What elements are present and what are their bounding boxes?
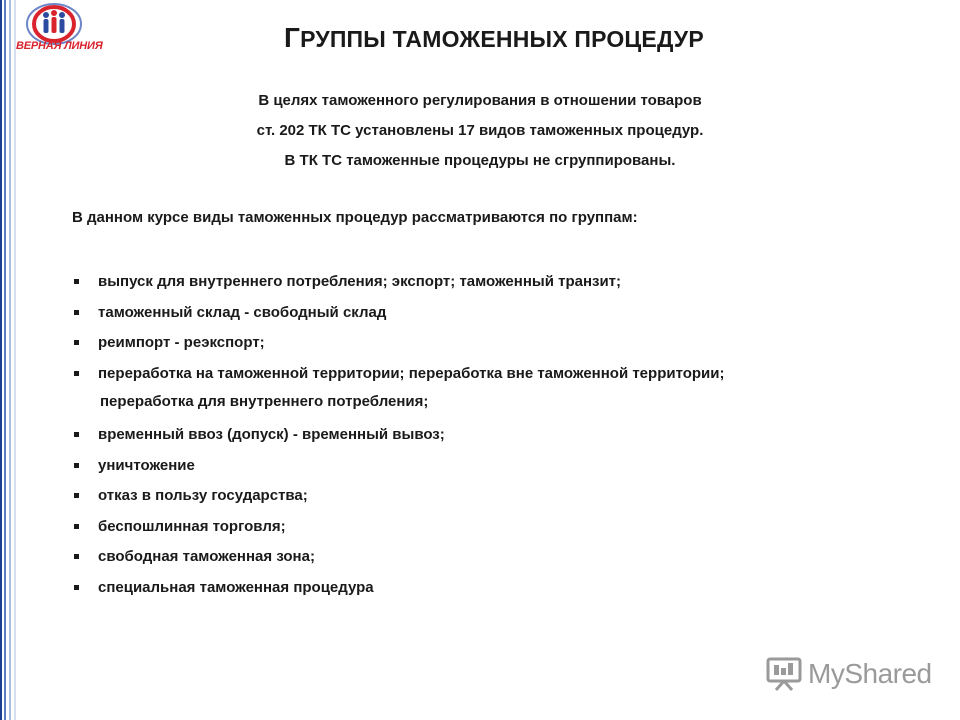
list-item: реимпорт - реэкспорт; bbox=[72, 328, 892, 359]
bullet-icon bbox=[74, 463, 79, 468]
list-item: специальная таможенная процедура bbox=[72, 573, 892, 604]
intro-line: ст. 202 ТК ТС установлены 17 видов таможенных процедур. bbox=[256, 122, 704, 139]
procedure-groups-list bbox=[72, 267, 892, 604]
list-item: таможенный склад - свободный склад bbox=[72, 298, 892, 329]
title-first-letter: Г bbox=[284, 22, 301, 53]
bullet-icon bbox=[74, 340, 79, 345]
list-item: временный ввоз (допуск) - временный вывоз; bbox=[72, 420, 892, 451]
bullet-icon bbox=[74, 493, 79, 498]
bullet-icon bbox=[74, 279, 79, 284]
list-item: свободная таможенная зона; bbox=[72, 542, 892, 573]
list-item: переработка на таможенной территории; переработка вне таможенной территории; bbox=[72, 359, 892, 390]
list-item: отказ в пользу государства; bbox=[72, 481, 892, 512]
bullet-icon bbox=[74, 310, 79, 315]
list-item: уничтожение bbox=[72, 451, 892, 482]
bullet-icon bbox=[74, 371, 79, 376]
title-rest: РУППЫ ТАМОЖЕННЫХ ПРОЦЕДУР bbox=[300, 26, 704, 52]
list-item: беспошлинная торговля; bbox=[72, 512, 892, 543]
watermark-text: MyShared bbox=[808, 658, 932, 689]
page-title bbox=[284, 22, 704, 54]
intro-paragraph bbox=[150, 86, 810, 176]
list-item: выпуск для внутреннего потребления; экспорт; таможенный транзит; bbox=[72, 267, 892, 298]
bullet-icon bbox=[74, 554, 79, 559]
list-item-continuation: переработка для внутреннего потребления; bbox=[100, 393, 429, 410]
slide-left-stripe bbox=[0, 0, 24, 720]
intro-line: В целях таможенного регулирования в отношении товаров bbox=[258, 92, 702, 109]
bullet-icon bbox=[74, 524, 79, 529]
watermark bbox=[766, 654, 932, 694]
bullet-icon bbox=[74, 585, 79, 590]
course-line: В данном курсе виды таможенных процедур рассматриваются по группам: bbox=[72, 209, 638, 226]
bullet-icon bbox=[74, 432, 79, 437]
intro-line: В ТК ТС таможенные процедуры не сгруппированы. bbox=[284, 152, 676, 169]
presentation-board-icon bbox=[766, 657, 802, 691]
logo-text: ВЕРНАЯ ЛИНИЯ bbox=[16, 40, 103, 52]
